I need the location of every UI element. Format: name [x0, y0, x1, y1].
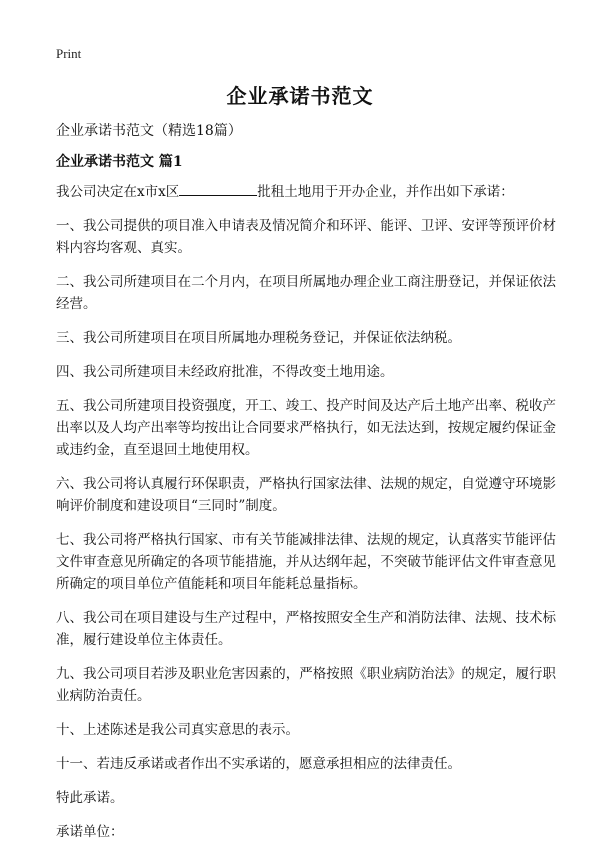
section-heading: 企业承诺书范文 篇1: [56, 154, 183, 170]
document-body: [56, 181, 556, 855]
intro-paragraph: [56, 181, 556, 203]
print-link[interactable]: Print: [56, 46, 82, 61]
paragraph-2: 二、我公司所建项目在二个月内，在项目所属地办理企业工商注册登记，并保证依法经营。: [56, 274, 556, 312]
paragraph-8: 八、我公司在项目建设与生产过程中，严格按照安全生产和消防法律、法规、技术标准，履行建设单位主体责任。: [56, 610, 556, 648]
paragraph-5: 五、我公司所建项目投资强度，开工、竣工、投产时间及达产后土地产出率、税收产出率以及人均产出率等均按出让合同要求严格执行，如无法达到，按规定履约保证金或违约金，直至退回土地使用权。: [56, 398, 556, 458]
document-subtitle: 企业承诺书范文（精选18篇）: [56, 123, 242, 139]
paragraph-6: 六、我公司将认真履行环保职责，严格执行国家法律、法规的规定，自觉遵守环境影响评价制度和建设项目“三同时”制度。: [56, 476, 556, 514]
fill-in-blank: [179, 181, 257, 196]
paragraph-11: 十一、若违反承诺或者作出不实承诺的，愿意承担相应的法律责任。: [56, 756, 461, 772]
signatory-label: 承诺单位：: [56, 824, 124, 840]
paragraph-4: 四、我公司所建项目未经政府批准，不得改变土地用途。: [56, 364, 394, 380]
intro-text-after-blank: 批租土地用于开办企业，并作出如下承诺：: [257, 184, 514, 200]
paragraph-7: 七、我公司将严格执行国家、市有关节能减排法律、法规的规定，认真落实节能评估文件审查意见所确定的各项节能措施，并从达纲年起，不突破节能评估文件审查意见所确定的项目单位产值能耗和项目年能耗总量指标。: [56, 532, 556, 592]
intro-text-before-blank: 我公司决定在x市x区: [56, 184, 180, 200]
paragraph-9: 九、我公司项目若涉及职业危害因素的，严格按照《职业病防治法》的规定，履行职业病防治责任。: [56, 666, 556, 704]
document-title: 企业承诺书范文: [226, 84, 374, 108]
closing-statement: 特此承诺。: [56, 790, 124, 806]
paragraph-1: 一、我公司提供的项目准入申请表及情况简介和环评、能评、卫评、安评等预评价材料内容均客观、真实。: [56, 218, 556, 256]
paragraph-3: 三、我公司所建项目在项目所属地办理税务登记，并保证依法纳税。: [56, 330, 461, 346]
paragraph-10: 十、上述陈述是我公司真实意思的表示。: [56, 722, 299, 738]
